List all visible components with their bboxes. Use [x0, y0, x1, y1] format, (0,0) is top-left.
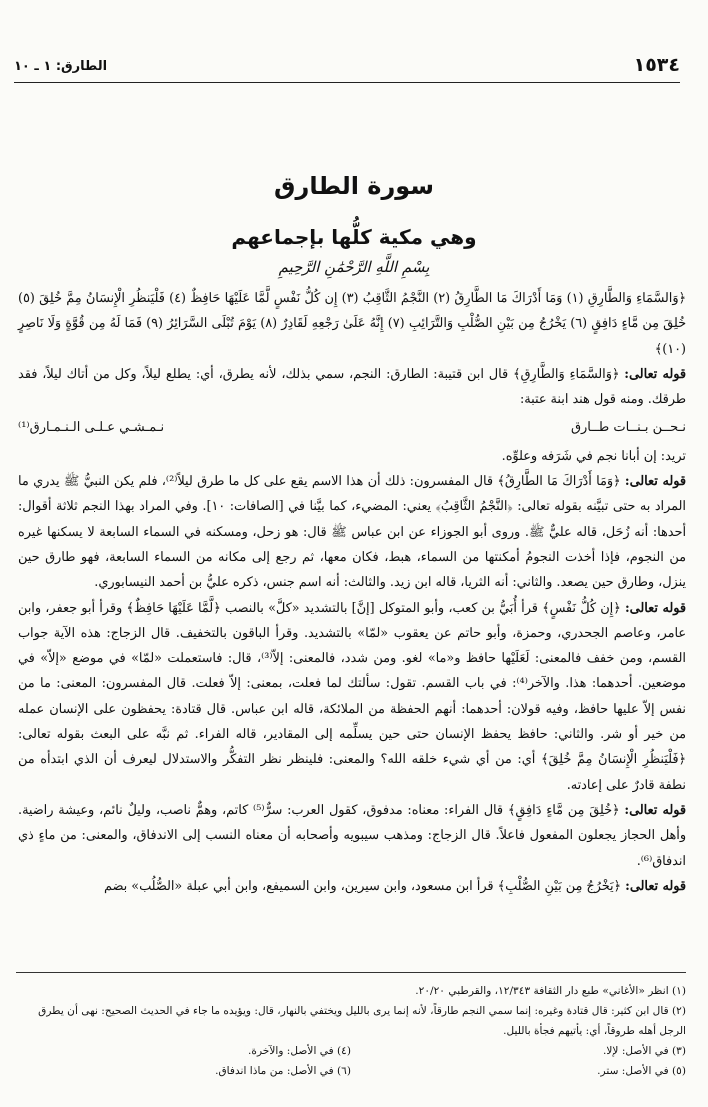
footnote-row-b	[16, 1061, 686, 1081]
footnote-4: (٤) في الأصل: والآخرة.	[248, 1045, 351, 1057]
paragraph-4	[18, 798, 686, 874]
paragraph-4-text: ﴿خُلِقَ مِن مَّاءٍ دَافِقٍ﴾ قال الفراء: معناه: مدفوق، كقول العرب: سرٌّ⁽⁵⁾ كاتم، وهمٌّ ناصب، وليلٌ نائم، وعيشة راضية. وأهل الحجاز يجعلون المفعول فاعلاً. قال الزجاج: ومذهب سيبويه وأصحابه أن معناه النسب إلى الاندفاق، والمعنى: من ماءٍ ذي اندفاق⁽⁶⁾.	[18, 802, 686, 869]
paragraph-2	[18, 469, 686, 595]
paragraph-2-text: ﴿وَمَا أَدْرَاكَ مَا الطَّارِقُ﴾ قال المفسرون: ذلك أن هذا الاسم يقع على كل ما طرق ليلاً⁽²⁾، فلم يكن النبيُّ ﷺ يدري ما المراد به حتى تبيَّنه بقوله تعالى: ﴿النَّجْمُ الثَّاقِبُ﴾ يعني: المضيء، كما بيَّنا في [الصافات: ١٠]. وفي المراد بهذا النجم ثلاثة أقوال: أحدها: أنه زُحَل، قاله عليٌّ ﷺ. وروى أبو الجوزاء عن ابن عباس ﷺ قال: هو زحل، ومسكنه في السماء السابعة لا يسكنها غيره من النجوم، فإذا أخذت النجومُ أمكنتها من السماء، هبط، فكان معها، ثم رجع إلى مكانه من السماء السابعة، فهو طارق حين ينزل، وطارق حين يصعد. والثاني: أنه الثريا، قاله ابن زيد. والثالث: أنه اسم جنس، ذكره عليُّ بن أحمد النيسابوري.	[18, 474, 686, 591]
commentary-body	[18, 286, 686, 899]
running-header	[14, 50, 680, 83]
paragraph-3	[18, 596, 686, 798]
footnotes	[16, 972, 686, 1081]
poetry-verse	[18, 415, 686, 440]
quran-verses: ﴿وَالسَّمَاءِ وَالطَّارِقِ (١) وَمَا أَدْرَاكَ مَا الطَّارِقُ (٢) النَّجْمُ الثَّاقِبُ (٣) إِن كُلُّ نَفْسٍ لَّمَّا عَلَيْهَا حَافِظٌ (٤) فَلْيَنظُرِ الْإِنسَانُ مِمَّ خُلِقَ (٥) خُلِقَ مِن مَّاءٍ دَافِقٍ (٦) يَخْرُجُ مِن بَيْنِ الصُّلْبِ وَالتَّرَائِبِ (٧) إِنَّهُ عَلَىٰ رَجْعِهِ لَقَادِرٌ (٨) يَوْمَ تُبْلَى السَّرَائِرُ (٩) فَمَا لَهُ مِن قُوَّةٍ وَلَا نَاصِرٍ (١٠)﴾	[18, 291, 687, 357]
footnote-3: (٣) في الأصل: لإلا.	[603, 1045, 686, 1057]
paragraph-1-text: ﴿وَالسَّمَاءِ وَالطَّارِقِ﴾ قال ابن قتيبة: الطارق: النجم، سمي بذلك، لأنه يطرق، أي: يطلع ليلاً، وكل من أتاك ليلاً، فقد طرقك. ومنه قول هند ابنة عتبة:	[18, 366, 686, 408]
paragraph-5-text: ﴿يَخْرُجُ مِن بَيْنِ الصُّلْبِ﴾ قرأ ابن مسعود، وابن سيرين، وابن السميفع، وابن أبي عبلة «الصُّلُب» بضم	[104, 878, 626, 894]
page-number: ١٥٣٤	[633, 54, 680, 76]
paragraph-3-text: ﴿إِن كُلُّ نَفْسٍ﴾ قرأ أُبَيُّ بن كعب، وأبو المتوكل [إنَّ] بالتشديد «كلَّ» بالنصب ﴿لَّمَّا عَلَيْهَا حَافِظٌ﴾ وقرأ أبو جعفر، وابن عامر، وعاصم الجحدري، وحمزة، وأبو حاتم عن يعقوب «لمّا» بالتشديد. وقرأ الباقون بالتخفيف. قال الزجاج: هذه الآية جواب القسم، ومن خفف فالمعنى: لَعَلَيْها حافظ و«ما» لغو. ومن شدد، فالمعنى: إلاّ⁽³⁾، قال: فاستعملت «لمّا» في موضع «إلاّ» في موضعين. أحدهما: هذا. والآخر⁽⁴⁾: في باب القسم. تقول: سألتك لما فعلت، بمعنى: إلاّ فعلت. قال المفسرون: المعنى: ما من نفس إلاّ عليها حافظ، وفيه قولان: أحدهما: أنهم الحفظة من الملائكة، قاله ابن عباس. قال قتادة: يحفظون على الإنسان عمله من خير أو شر. والثاني: حافظ يحفظ الإنسان حتى حين يسلِّمه إلى المقادير، قاله الفراء. ثم نبَّه على البعث بقوله تعالى: ﴿فَلْيَنظُرِ الْإِنسَانُ مِمَّ خُلِقَ﴾ أي: من أي شيء خلقه الله؟ والمعنى: فلينظر نظر التفكُّر والاستدلال ليعرف أن الذي ابتدأه من نطفة قادرٌ على إعادته.	[18, 600, 687, 793]
paragraph-4-label: قوله تعالى:	[624, 802, 686, 818]
verse-right-hemistich: نـحــن بـنــات طــارق	[570, 420, 686, 436]
footnote-6: (٦) في الأصل: من ماذا اندفاق.	[215, 1065, 351, 1077]
footnote-row-a	[16, 1041, 686, 1061]
basmala: بِسْمِ اللَّهِ الرَّحْمَٰنِ الرَّحِيمِ	[278, 258, 430, 276]
verse-range: الطارق: ١ ـ ١٠	[14, 59, 108, 74]
verse-left-hemistich: نـمـشـي عـلـى الـنـمـارق⁽¹⁾	[18, 420, 165, 436]
surah-subtitle: وهي مكية كلُّها بإجماعهم	[231, 225, 477, 249]
paragraph-2-label: قوله تعالى:	[624, 474, 686, 490]
footnote-2: (٢) قال ابن كثير: قال قتادة وغيره: إنما سمي النجم طارقاً، لأنه إنما يرى بالليل ويختفي بالنهار، قال: ويؤيده ما جاء في الحديث الصحيح: نهى أن يطرق الرجل أهله طروقاً، أي: يأتيهم فجأة بالليل.	[38, 1005, 686, 1037]
paragraph-1b: تريد: إن أبانا نجم في شَرَفه وعلوِّه.	[501, 448, 686, 464]
paragraph-3-label: قوله تعالى:	[624, 600, 686, 616]
paragraph-5-label: قوله تعالى:	[625, 878, 686, 894]
paragraph-1	[18, 362, 686, 413]
surah-title: سورة الطارق	[274, 172, 434, 200]
footnote-1: (١) انظر «الأغاني» طبع دار الثقافة ١٢/٣٤٣، والقرطبي ٢٠/٢٠.	[415, 985, 686, 997]
paragraph-1-label: قوله تعالى:	[624, 366, 686, 382]
paragraph-5	[18, 874, 686, 899]
footnote-5: (٥) في الأصل: ستر.	[597, 1065, 686, 1077]
